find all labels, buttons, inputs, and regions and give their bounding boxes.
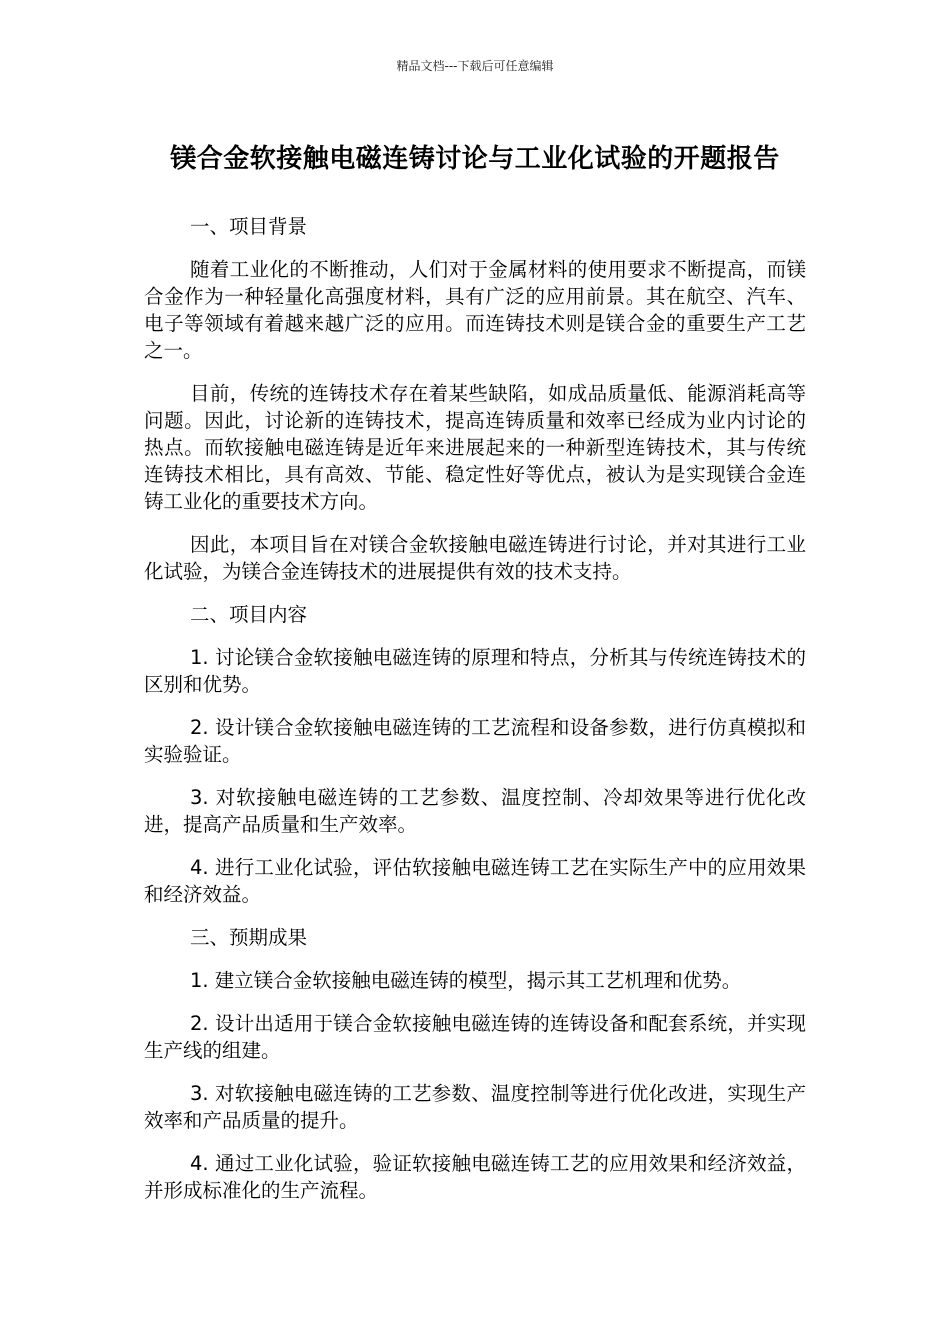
header-note: 精品文档---下载后可任意编辑 <box>396 59 554 73</box>
list-item: 4. 进行工业化试验，评估软接触电磁连铸工艺在实际生产中的应用效果和经济效益。 <box>144 856 806 906</box>
list-item: 3. 对软接触电磁连铸的工艺参数、温度控制、冷却效果等进行优化改进，提高产品质量和生产效率。 <box>144 786 806 836</box>
section-heading-content: 二、项目内容 <box>190 603 308 626</box>
list-item: 1. 讨论镁合金软接触电磁连铸的原理和特点，分析其与传统连铸技术的区别和优势。 <box>144 646 806 696</box>
list-item: 3. 对软接触电磁连铸的工艺参数、温度控制等进行优化改进，实现生产效率和产品质量的提升。 <box>144 1082 806 1132</box>
document-title: 镁合金软接触电磁连铸讨论与工业化试验的开题报告 <box>170 144 780 174</box>
section-heading-expected-results: 三、预期成果 <box>190 926 308 949</box>
list-item: 2. 设计镁合金软接触电磁连铸的工艺流程和设备参数，进行仿真模拟和实验验证。 <box>144 716 806 766</box>
document-body <box>144 213 806 1220</box>
paragraph: 随着工业化的不断推动，人们对于金属材料的使用要求不断提高，而镁合金作为一种轻量化高强度材料，具有广泛的应用前景。其在航空、汽车、电子等领域有着越来越广泛的应用。而连铸技术则是镁合金的重要生产工艺之一。 <box>144 258 806 362</box>
list-item: 2. 设计出适用于镁合金软接触电磁连铸的连铸设备和配套系统，并实现生产线的组建。 <box>144 1012 806 1062</box>
list-item: 4. 通过工业化试验，验证软接触电磁连铸工艺的应用效果和经济效益，并形成标准化的生产流程。 <box>144 1152 806 1202</box>
paragraph: 目前，传统的连铸技术存在着某些缺陷，如成品质量低、能源消耗高等问题。因此，讨论新的连铸技术，提高连铸质量和效率已经成为业内讨论的热点。而软接触电磁连铸是近年来进展起来的一种新型连铸技术，其与传统连铸技术相比，具有高效、节能、稳定性好等优点，被认为是实现镁合金连铸工业化的重要技术方向。 <box>144 382 806 513</box>
list-item: 1. 建立镁合金软接触电磁连铸的模型，揭示其工艺机理和优势。 <box>190 969 742 992</box>
section-heading-background: 一、项目背景 <box>190 215 308 238</box>
paragraph: 因此，本项目旨在对镁合金软接触电磁连铸进行讨论，并对其进行工业化试验，为镁合金连铸技术的进展提供有效的技术支持。 <box>144 533 806 583</box>
